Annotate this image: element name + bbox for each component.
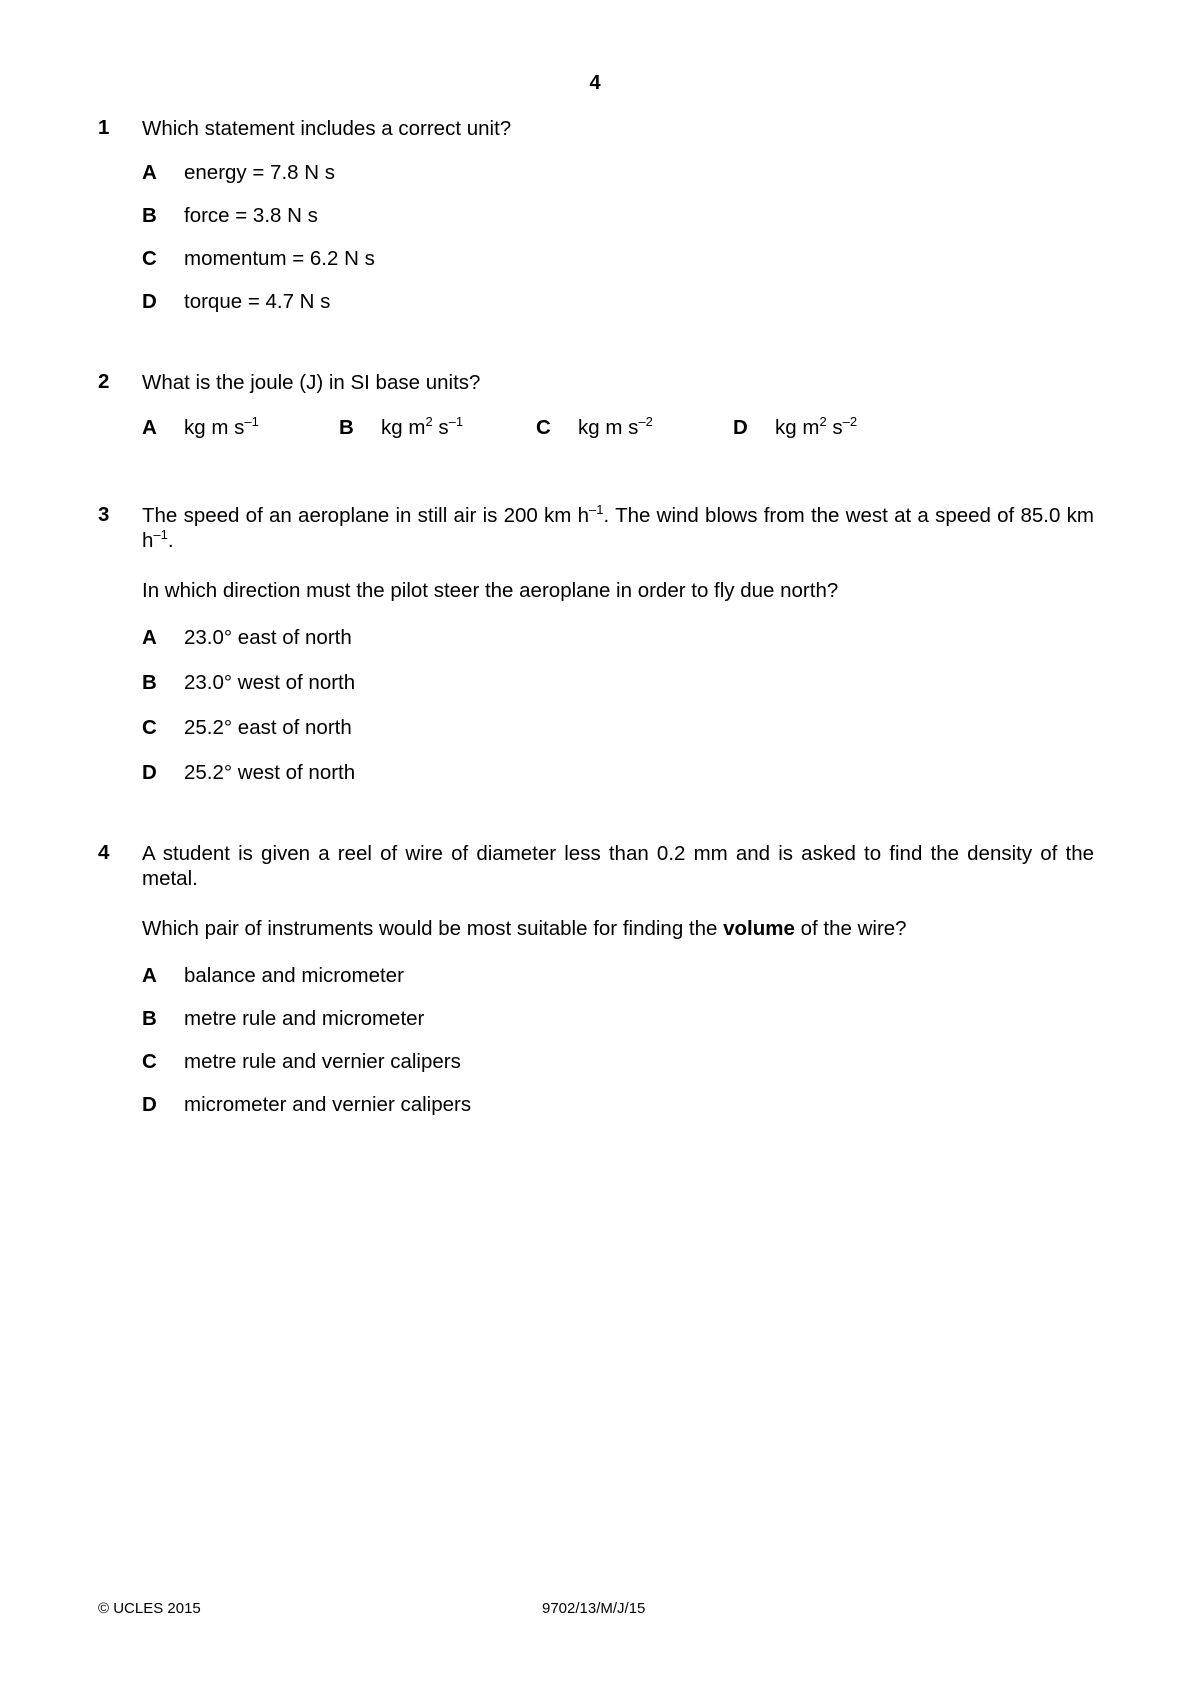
option-letter: C — [536, 416, 551, 439]
option-letter: C — [142, 1050, 157, 1073]
question-number: 4 — [98, 841, 110, 864]
option-letter: D — [142, 290, 157, 313]
option-letter: D — [733, 416, 748, 439]
option-letter: B — [339, 416, 354, 439]
option-text: 25.2° east of north — [184, 716, 352, 739]
option-text: kg $m^2$ $s^{-1}$ — [381, 414, 464, 439]
question-text: What is the joule (J) in SI base units? — [142, 371, 481, 394]
option-text: micrometer and vernier calipers — [184, 1093, 472, 1116]
option-letter: C — [142, 247, 157, 270]
question-text: A student is given a reel of wire of diameter less than 0.2 mm and is asked to find the density of the metal. — [142, 842, 1094, 890]
question-number: 1 — [98, 116, 110, 139]
option-text: 25.2° west of north — [184, 761, 356, 784]
question-text: Which statement includes a correct unit? — [142, 117, 512, 140]
emphasis: volume — [723, 917, 795, 940]
option-letter: B — [142, 671, 157, 694]
option-letter: B — [142, 1007, 157, 1030]
question-text: The speed of an aeroplane in still air is 200 km $h^{-1}$. The wind blows from the west at a speed of 85.0 km $h^{-1}$. — [142, 502, 1094, 552]
option-letter: D — [142, 1093, 157, 1116]
page-number: 4 — [589, 72, 601, 94]
option-text: force = 3.8 N s — [184, 204, 318, 227]
option-letter: D — [142, 761, 157, 784]
option-text: metre rule and vernier calipers — [184, 1050, 461, 1073]
question-number: 2 — [98, 370, 110, 393]
option-text: 23.0° east of north — [184, 626, 352, 649]
question-number: 3 — [98, 503, 110, 526]
sub-question-text: Which pair of instruments would be most suitable for finding the volume of the wire? — [142, 917, 907, 940]
option-text: kg m $s^{-2}$ — [578, 414, 653, 439]
option-text: torque = 4.7 N s — [184, 290, 331, 313]
option-letter: A — [142, 964, 157, 987]
option-text: kg m $s^{-1}$ — [184, 414, 259, 439]
option-text: kg $m^2$ $s^{-2}$ — [775, 414, 858, 439]
option-letter: C — [142, 716, 157, 739]
option-letter: A — [142, 626, 157, 649]
option-text: momentum = 6.2 N s — [184, 247, 375, 270]
sub-question-text: In which direction must the pilot steer the aeroplane in order to fly due north? — [142, 579, 839, 602]
option-text: 23.0° west of north — [184, 671, 356, 694]
option-letter: A — [142, 161, 157, 184]
option-text: energy = 7.8 N s — [184, 161, 335, 184]
footer-copyright: © UCLES 2015 — [98, 1600, 201, 1617]
option-text: balance and micrometer — [184, 964, 404, 987]
option-letter: A — [142, 416, 157, 439]
option-text: metre rule and micrometer — [184, 1007, 425, 1030]
footer-paper-code: 9702/13/M/J/15 — [542, 1600, 646, 1617]
option-letter: B — [142, 204, 157, 227]
